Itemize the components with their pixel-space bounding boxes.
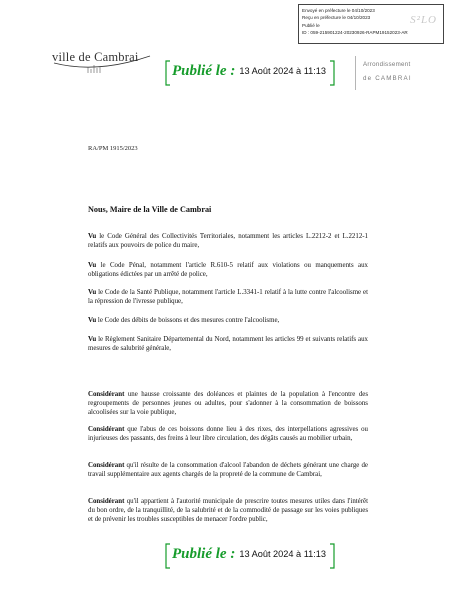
paragraph-vu-reglement-sanitaire <box>88 336 368 354</box>
slo-logo: S²LO <box>410 14 437 26</box>
paragraph-considerant-doleances <box>88 391 368 418</box>
transmission-stamp <box>298 4 444 44</box>
paragraph-text: le Code des débits de boissons et des mesures contre l'alcoolisme, <box>96 317 280 324</box>
published-label: Publié le : <box>172 545 236 562</box>
paragraph-text: qu'il résulte de la consommation d'alcool l'abandon de déchets générant une charge de travail supplémentaire aux agents chargés de la propreté de la commune de Cambrai, <box>88 462 368 478</box>
paragraph-considerant-autorite <box>88 498 368 525</box>
paragraph-lead: Considérant <box>88 426 125 433</box>
city-logo-text: ville de Cambrai <box>52 50 139 64</box>
paragraph-lead: Vu <box>88 336 97 343</box>
published-label: Publié le : <box>172 62 236 79</box>
paragraph-text: le Règlement Sanitaire Départemental du Nord, notamment les articles 99 et suivants relatifs aux mesures de salubrité générale, <box>88 336 368 352</box>
paragraph-text: que l'abus de ces boissons donne lieu à des rixes, des interpellations agressives ou injurieuses des passants, des freins à leur libre circulation, des dégâts causés au mobilier urbain, <box>88 426 368 442</box>
paragraph-text: le Code Pénal, notamment l'article R.610-5 relatif aux violations ou manquements aux obligations édictées par un arrêté de police, <box>88 262 368 278</box>
published-banner-bottom <box>165 543 335 565</box>
document-reference: RA/PM 1915/2023 <box>88 145 138 152</box>
paragraph-considerant-rixes <box>88 426 368 444</box>
stamp-line-published: Publié le <box>302 22 320 28</box>
document-heading: Nous, Maire de la Ville de Cambrai <box>88 205 212 214</box>
paragraph-vu-code-penal <box>88 262 368 280</box>
paragraph-considerant-dechets <box>88 462 368 480</box>
stamp-line-received: Reçu en préfecture le 04/10/2023 <box>302 15 371 21</box>
arrondissement-line1: Arrondissement <box>363 61 411 68</box>
stamp-line-sent: Envoyé en préfecture le 04/10/2023 <box>302 8 375 13</box>
paragraph-text: le Code de la Santé Publique, notamment l'article L.3341-1 relatif à la lutte contre l'alcoolisme et la répression de l'ivresse publique, <box>88 289 368 305</box>
paragraph-lead: Considérant <box>88 462 125 469</box>
paragraph-text: qu'il appartient à l'autorité municipale de prescrire toutes mesures utiles dans l'intérêt du bon ordre, de la tranquillité, de la salubrité et de la commodité de passage sur les voies publiques et de prévenir les troubles susceptibles de menacer l'ordre public, <box>88 498 368 523</box>
paragraph-vu-debits-boissons <box>88 317 368 326</box>
published-banner-top <box>165 60 335 82</box>
paragraph-lead: Considérant <box>88 498 125 505</box>
paragraph-lead: Considérant <box>88 391 125 398</box>
arrondissement-line2: de CAMBRAI <box>363 75 412 82</box>
paragraph-vu-cgct <box>88 233 368 251</box>
paragraph-text: une hausse croissante des doléances et plaintes de la population à l'encontre des regroupements de personnes jeunes ou adultes, pour s'adonner à la consommation de boissons alcoolisées sur la voie publique, <box>88 391 368 416</box>
city-logo <box>52 50 152 82</box>
paragraph-vu-sante-publique <box>88 289 368 307</box>
published-date: 13 Août 2024 à 11:13 <box>239 66 327 76</box>
stamp-line-id: ID : 059-215901224-20230926-RAPM19152023-AR <box>302 30 408 36</box>
header-divider <box>355 56 356 90</box>
paragraph-lead: Vu <box>88 289 97 296</box>
paragraph-text: le Code Général des Collectivités Territoriales, notamment les articles L.2212-2 et L.2212-1 relatifs aux pouvoirs de police du maire, <box>88 233 368 249</box>
paragraph-lead: Vu <box>88 262 97 269</box>
arrondissement-label <box>363 58 412 86</box>
paragraph-lead: Vu <box>88 233 97 240</box>
paragraph-lead: Vu <box>88 317 97 324</box>
published-date: 13 Août 2024 à 11:13 <box>239 549 327 559</box>
